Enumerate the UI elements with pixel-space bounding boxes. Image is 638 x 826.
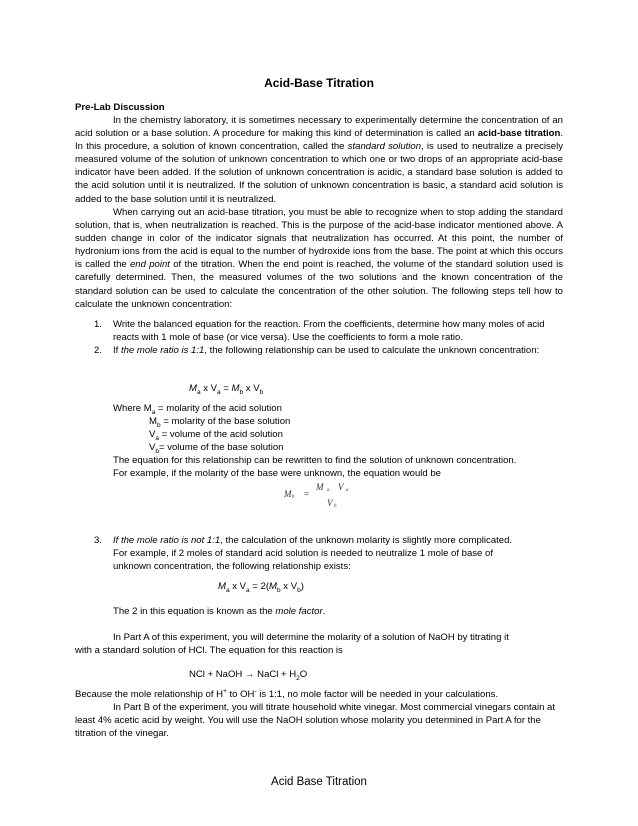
document-page: Acid-Base Titration Pre-Lab Discussion In the chemistry laboratory, it is sometimes necessary to experimentally determine the concentration of an acid solution or a base solution. A procedure for making this kind of determination is called an acid-base titration. In this procedure, a solution of known concentration, called the standard solution, is used to neutralize a precisely measured volume of the solution of unknown concentration to which one or two drops of an appropriate acid-base indicator have been added. If the solution of unknown concentration is acidic, a standard base solution is added to the acid solution until it is neutralized. If the solution of unknown concentration is basic, a standard acid solution is added to the base solution until it is neutralized. When carrying out an acid-base titration, you must be able to recognize when to stop adding the standard solution, that is, when neutralization is reached. This is the purpose of the acid-base indicator mentioned above. A sudden change in color of the indicator signals that neutralization has occurred. At this point, the number of hydronium ions from the acid is equal to the number of hydroxide ions from the base. The point at which this occurs is called the end point of the titration. When the end point is reached, the volume of the standard solution used is carefully determined. Then, the measured volumes of the two solutions and the known concentration of the standard solution can be used to calculate the concentration of the other solution. The following steps tell how to calculate the unknown concentration: 1. Write the balanced equation for the reaction. From the coefficients, determine how many moles of acid reacts with 1 mole of base (or vice versa). Use the coefficients to form a mole ratio. 2. If the mole ratio is 1:1, the following relationship can be used to calculate the unknown concentration: $M_a$ x $V_a = M_b$ x $V_b$ Where $M_a$ = molarity of the acid solution $M_b$ = molarity of the base solution $V_a$ = volume of the acid solution $V_b=$ volume of the base solution The equation for this relationship can be rewritten to find the solution of unknown concentration. For example, if the molarity of the base were unknown, the equation would be M b = M a V a V b 3. If the mole ratio is not 1:1, the calculation of the unknown molarity is slightly more complicated. For example, if 2 moles of standard acid solution is needed to neutralize 1 mole of base of unknown concentration, the following relationship exists: $M_a$ x $V_a = 2(M_b$ x $V_b$) The 2 in this equation is known as the mole factor. In Part A of this experiment, you will determine the molarity of a solution of NaOH by titrating it with a standard solution of HCl. The equation for this reaction is NCl + NaOH → NaCl + $H_2O$ Because the mole relationship of H+ to OH- is 1:1, no mole factor will be needed in your calculations. In Part B of the experiment, you will titrate household white vinegar. Most commercial vinegars contain at least 4% acetic acid by weight. You will use the NaOH solution whose molarity you determined in Part A for the titration of the vinegar. Acid Base Titration bbox=[0, 0, 638, 826]
because-sentence: Because the mole relationship of H+ to OH- is 1:1, no mole factor will be needed in your calculations. bbox=[75, 687, 499, 700]
where-line-4: $V_b=$ volume of the base solution bbox=[149, 442, 284, 455]
equation-mole-factor: $M_a$ x $V_a = 2(M_b$ x $V_b$) bbox=[218, 581, 304, 594]
page-footer: Acid Base Titration bbox=[271, 776, 367, 788]
paragraph-part-b: In Part B of the experiment, you will titrate household white vinegar. Most commercial vinegars contain at least 4% acetic acid by weight. You will use the NaOH solution whose molarity you determined in Part A for the titration of the vinegar. bbox=[75, 702, 556, 740]
equation-reaction: NCl + NaOH → NaCl + $H_2O$ bbox=[189, 669, 308, 682]
fraction-equation: M b = M a V a V b bbox=[284, 482, 349, 509]
arrow-right-icon: → bbox=[244, 669, 255, 680]
where-line-3: $V_a$ = volume of the acid solution bbox=[149, 429, 283, 442]
part-a-line-1: In Part A of this experiment, you will determine the molarity of a solution of NaOH by titrating it bbox=[113, 632, 509, 643]
paragraph-end-point: When carrying out an acid-base titration, you must be able to recognize when to stop adding the standard solution, that is, when neutralization is reached. This is the purpose of the acid-base indicator mentioned above. A sudden change in color of the indicator signals that neutralization has occurred. At this point, the number of hydronium ions from the acid is equal to the number of hydroxide ions from the base. The point at which this occurs is called the end point of the titration. When the end point is reached, the volume of the standard solution used is carefully determined. Then, the measured volumes of the two solutions and the known concentration of the standard solution can be used to calculate the concentration of the other solution. The following steps tell how to calculate the unknown concentration: bbox=[75, 207, 563, 310]
where-line-1: Where $M_a$ = molarity of the acid solution bbox=[113, 403, 282, 416]
section-heading: Pre-Lab Discussion bbox=[75, 102, 165, 113]
term-acid-base-titration: acid-base titration bbox=[477, 128, 561, 140]
rewrite-line-2: For example, if the molarity of the base were unknown, the equation would be bbox=[113, 468, 441, 479]
where-line-2: $M_b$ = molarity of the base solution bbox=[149, 416, 291, 429]
part-a-line-2: with a standard solution of HCl. The equation for this reaction is bbox=[75, 645, 343, 656]
mole-factor-sentence: The 2 in this equation is known as the mole factor. bbox=[113, 606, 326, 617]
rewrite-line-1: The equation for this relationship can be rewritten to find the solution of unknown concentration. bbox=[113, 455, 517, 466]
paragraph-intro: In the chemistry laboratory, it is sometimes necessary to experimentally determine the concentration of an acid solution or a base solution. A procedure for making this kind of determination is called an acid-base titration. In this procedure, a solution of known concentration, called the standard solution, is used to neutralize a precisely measured volume of the solution of unknown concentration to which one or two drops of an appropriate acid-base indicator have been added. If the solution of unknown concentration is acidic, a standard base solution is added to the acid solution until it is neutralized. If the solution of unknown concentration is basic, a standard acid solution is added to the base solution until it is neutralized. bbox=[75, 115, 563, 205]
term-standard-solution: standard solution bbox=[347, 141, 422, 153]
page-title: Acid-Base Titration bbox=[264, 76, 374, 90]
equation-1-to-1: $M_a$ x $V_a = M_b$ x $V_b$ bbox=[189, 383, 264, 396]
term-end-point: end point bbox=[130, 259, 170, 271]
